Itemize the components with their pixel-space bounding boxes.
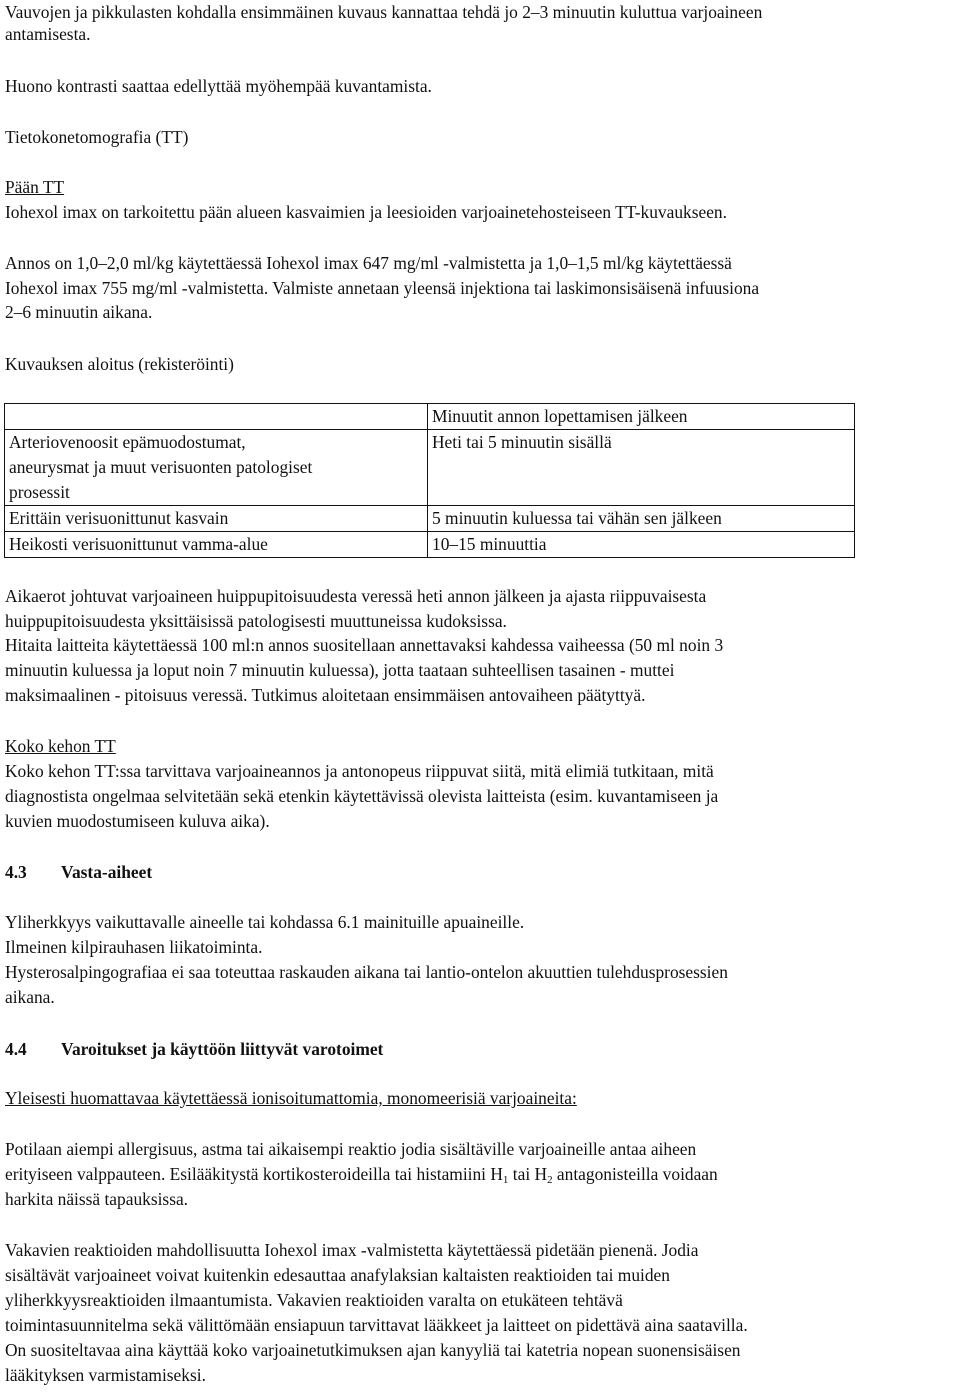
- section-heading-4-3: [5, 860, 152, 885]
- paragraph-line: minuutin kuluessa ja loput noin 7 minuutin kuluessa), jotta taataan suhteellisen tasainen - muttei: [5, 660, 675, 680]
- table-cell: [5, 430, 428, 506]
- paragraph: Huono kontrasti saattaa edellyttää myöhempää kuvantamista.: [5, 76, 432, 96]
- subscript: 2: [547, 1174, 553, 1186]
- section-title-kuvauksen: Kuvauksen aloitus (rekisteröinti): [5, 354, 234, 374]
- paragraph-line: Iohexol imax 755 mg/ml -valmistetta. Valmiste annetaan yleensä injektiona tai laskimonsisäisenä infuusiona: [5, 278, 760, 298]
- paragraph-line: kuvien muodostumiseen kuluva aika).: [5, 811, 270, 831]
- paragraph-line: yliherkkyysreaktioiden ilmaantumista. Vakavien reaktioiden varalta on etukäteen tehtävä: [5, 1290, 623, 1310]
- timing-table: [4, 403, 855, 558]
- paragraph-line: Hysterosalpingografiaa ei saa toteuttaa raskauden aikana tai lantio-ontelon akuuttien tulehdusprosessien: [5, 962, 728, 982]
- paragraph-line: aikana.: [5, 987, 55, 1007]
- table-row: [5, 506, 855, 532]
- text-span: tai H: [508, 1164, 548, 1184]
- paragraph-line: huippupitoisuudesta yksittäisissä patologisesti muuttuneissa kudoksissa.: [5, 611, 507, 631]
- paragraph-line: Ilmeinen kilpirauhasen liikatoiminta.: [5, 937, 263, 957]
- paragraph-line: sisältävät varjoaineet voivat kuitenkin edesauttaa anafylaksian kaltaisten reaktioiden tai muiden: [5, 1265, 670, 1285]
- subscript: 1: [502, 1174, 509, 1186]
- paragraph-line: 2–6 minuutin aikana.: [5, 302, 153, 322]
- section-heading-4-4: [5, 1037, 383, 1062]
- text-span: antagonisteilla voidaan: [552, 1164, 718, 1184]
- section-number: 4.3: [5, 862, 27, 882]
- subheading-paan-tt: Pään TT: [5, 177, 65, 197]
- paragraph-line: Annos on 1,0–2,0 ml/kg käytettäessä Iohexol imax 647 mg/ml -valmistetta ja 1,0–1,5 ml/kg käytettäessä: [5, 253, 732, 273]
- paragraph-line: Aikaerot johtuvat varjoaineen huippupitoisuudesta veressä heti annon jälkeen ja ajasta riippuvaisesta: [5, 586, 707, 606]
- paragraph-line: Hitaita laitteita käytettäessä 100 ml:n annos suositellaan annettavaksi kahdessa vaiheessa (50 ml noin 3: [5, 635, 724, 655]
- paragraph-line: antamisesta.: [5, 24, 91, 44]
- text-span: erityiseen valppauteen. Esilääkitystä kortikosteroideilla tai histamiini H: [5, 1164, 503, 1184]
- table-row: [5, 532, 855, 558]
- paragraph-line: Potilaan aiempi allergisuus, astma tai aikaisempi reaktio jodia sisältäville varjoaineille antaa aiheen: [5, 1139, 697, 1159]
- section-title-tt: Tietokonetomografia (TT): [5, 127, 189, 147]
- table-row: [5, 430, 855, 506]
- table-cell-line: Arteriovenoosit epämuodostumat,: [9, 432, 246, 452]
- table-header-cell: Minuutit annon lopettamisen jälkeen: [428, 404, 855, 430]
- table-header-row: [5, 404, 855, 430]
- paragraph-line: toimintasuunnitelma sekä välittömään ensiapuun tarvittavat lääkkeet ja laitteet on pidettävä aina saatavilla.: [5, 1315, 748, 1335]
- table-cell-line: aneurysmat ja muut verisuonten patologiset: [9, 457, 313, 477]
- table-cell-line: prosessit: [9, 482, 70, 502]
- table-cell: 5 minuutin kuluessa tai vähän sen jälkeen: [428, 506, 855, 532]
- table-cell: Heikosti verisuonittunut vamma-alue: [5, 532, 428, 558]
- table-cell: Heti tai 5 minuutin sisällä: [428, 430, 855, 506]
- table-header-cell: [5, 404, 428, 430]
- paragraph-line: [5, 1162, 718, 1187]
- paragraph-line: harkita näissä tapauksissa.: [5, 1189, 189, 1209]
- paragraph-line: Vauvojen ja pikkulasten kohdalla ensimmäinen kuvaus kannattaa tehdä jo 2–3 minuutin kuluttua varjoaineen: [5, 2, 763, 22]
- paragraph-line: lääkityksen varmistamiseksi.: [5, 1365, 206, 1385]
- paragraph-line: diagnostista ongelmaa selvitetään sekä etenkin käytettävissä olevista laitteista (esim. kuvantamiseen ja: [5, 786, 719, 806]
- paragraph-line: On suositeltavaa aina käyttää koko varjoainetutkimuksen ajan kanyyliä tai katetria nopean suonensisäisen: [5, 1340, 741, 1360]
- table-cell: Erittäin verisuonittunut kasvain: [5, 506, 428, 532]
- paragraph-line: Vakavien reaktioiden mahdollisuutta Iohexol imax -valmistetta käytettäessä pidetään pienenä. Jodia: [5, 1240, 699, 1260]
- section-number: 4.4: [5, 1039, 27, 1059]
- subheading-koko-kehon: Koko kehon TT: [5, 736, 116, 756]
- table-cell: 10–15 minuuttia: [428, 532, 855, 558]
- section-title: Varoitukset ja käyttöön liittyvät varotoimet: [61, 1039, 384, 1059]
- paragraph: Iohexol imax on tarkoitettu pään alueen kasvaimien ja leesioiden varjoainetehosteiseen TT-kuvaukseen.: [5, 202, 727, 222]
- paragraph-line: Koko kehon TT:ssa tarvittava varjoaineannos ja antonopeus riippuvat siitä, mitä elimiä tutkitaan, mitä: [5, 761, 714, 781]
- paragraph-line: Yliherkkyys vaikuttavalle aineelle tai kohdassa 6.1 mainituille apuaineille.: [5, 912, 525, 932]
- subheading-yleisesti: Yleisesti huomattavaa käytettäessä ionisoitumattomia, monomeerisiä varjoaineita:: [5, 1088, 577, 1108]
- section-title: Vasta-aiheet: [61, 862, 153, 882]
- paragraph-line: maksimaalinen - pitoisuus veressä. Tutkimus aloitetaan ensimmäisen antovaiheen päätyttyä.: [5, 685, 646, 705]
